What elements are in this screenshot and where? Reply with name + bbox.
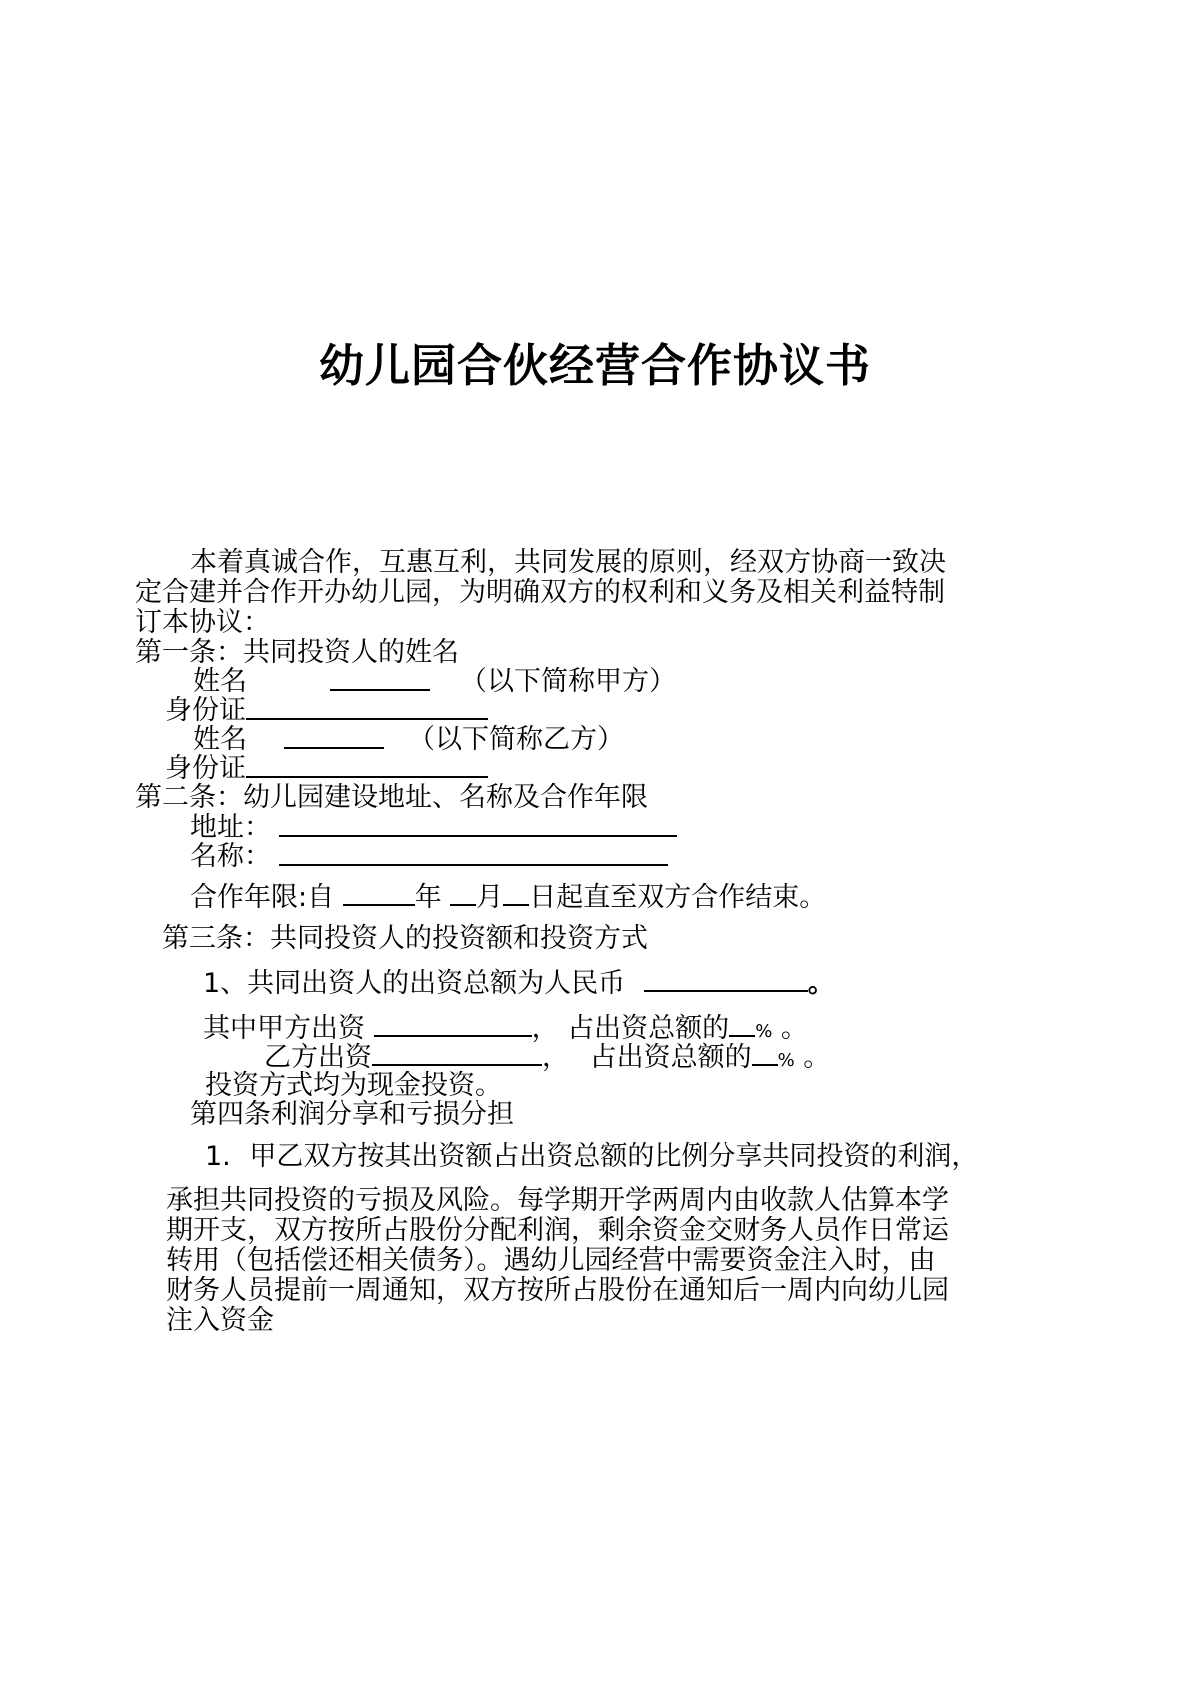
body-line: 承担共同投资的亏损及风险。每学期开学两周内由收款人估算本学: [166, 1185, 949, 1216]
party-a-suffix: （以下简称甲方）: [460, 666, 676, 697]
party-a-id-label: 身份证: [165, 695, 246, 726]
party-a-investment-label: 其中甲方出资: [203, 1013, 365, 1044]
party-b-name-blank[interactable]: [284, 723, 384, 749]
intro-line-2: 定合建并合作开办幼儿园，为明确双方的权利和义务及相关利益特制: [135, 577, 945, 608]
document-title: 幼儿园合伙经营合作协议书: [318, 339, 871, 392]
party-b-share-blank[interactable]: [752, 1040, 778, 1066]
article-4-item-1-body: [166, 1186, 949, 1336]
body-line: 财务人员提前一周通知，双方按所占股份在通知后一周内向幼儿园: [166, 1275, 949, 1306]
article-2-heading: 第二条：幼儿园建设地址、名称及合作年限: [135, 782, 648, 813]
term-day-blank[interactable]: [503, 880, 529, 906]
article-1-heading: 第一条：共同投资人的姓名: [135, 637, 459, 668]
percent-sign: %: [755, 1021, 773, 1042]
party-a-investment-blank[interactable]: [374, 1011, 532, 1037]
intro-line-3: 订本协议：: [135, 607, 270, 638]
term-month-blank[interactable]: [450, 880, 476, 906]
kindergarten-name-blank[interactable]: [279, 840, 668, 866]
term-year-blank[interactable]: [343, 880, 415, 906]
body-line: 转用（包括偿还相关债务）。遇幼儿园经营中需要资金注入时，由: [166, 1245, 936, 1276]
percent-sign: %: [777, 1050, 795, 1071]
party-b-name-label: 姓名: [193, 724, 247, 755]
total-investment-prefix: 1、共同出资人的出资总额为人民币: [203, 968, 626, 999]
item-text: 甲乙双方按其出资额占出资总额的比例分享共同投资的利润，: [249, 1141, 979, 1172]
total-investment-blank[interactable]: [644, 966, 808, 992]
party-a-id-blank[interactable]: [246, 694, 488, 720]
item-number: 1.: [205, 1141, 231, 1172]
party-b-share-label: 占出资总额的: [589, 1042, 752, 1073]
term-prefix: 合作年限:自: [190, 882, 335, 913]
intro-line-1: 本着真诚合作，互惠互利，共同发展的原则，经双方协商一致决: [190, 547, 946, 578]
article-3-heading: 第三条：共同投资人的投资额和投资方式: [162, 923, 648, 954]
comma: ，: [531, 1013, 559, 1044]
party-a-share-blank[interactable]: [729, 1011, 755, 1037]
party-a-name-blank[interactable]: [330, 665, 430, 691]
party-a-share-label: 占出资总额的: [567, 1013, 730, 1044]
comma: ，: [542, 1042, 569, 1073]
period: 。: [803, 1042, 831, 1073]
body-line: 注入资金: [166, 1305, 274, 1336]
investment-method: 投资方式均为现金投资。: [205, 1070, 502, 1101]
kindergarten-name-label: 名称：: [190, 841, 271, 872]
party-b-id-blank[interactable]: [246, 752, 488, 778]
party-b-id-label: 身份证: [165, 753, 246, 784]
address-label: 地址：: [190, 812, 271, 843]
address-blank[interactable]: [279, 811, 677, 837]
total-investment: [203, 966, 835, 1001]
party-b-investment-label: 乙方出资: [264, 1042, 372, 1073]
cooperation-term: [190, 880, 826, 915]
total-investment-end: 。: [807, 968, 835, 999]
body-line: 期开支，双方按所占股份分配利润，剩余资金交财务人员作日常运: [166, 1215, 949, 1246]
party-b-suffix: （以下简称乙方）: [408, 724, 624, 755]
article-4-item-1-first-line: [205, 1140, 978, 1174]
party-b-investment-blank[interactable]: [372, 1040, 542, 1066]
term-month: 月: [476, 882, 504, 913]
period: 。: [780, 1013, 808, 1044]
article-4-heading: 第四条利润分享和亏损分担: [190, 1099, 514, 1130]
party-a-name-label: 姓名: [193, 666, 247, 697]
term-year: 年: [414, 882, 442, 913]
term-suffix: 日起直至双方合作结束。: [529, 882, 827, 913]
